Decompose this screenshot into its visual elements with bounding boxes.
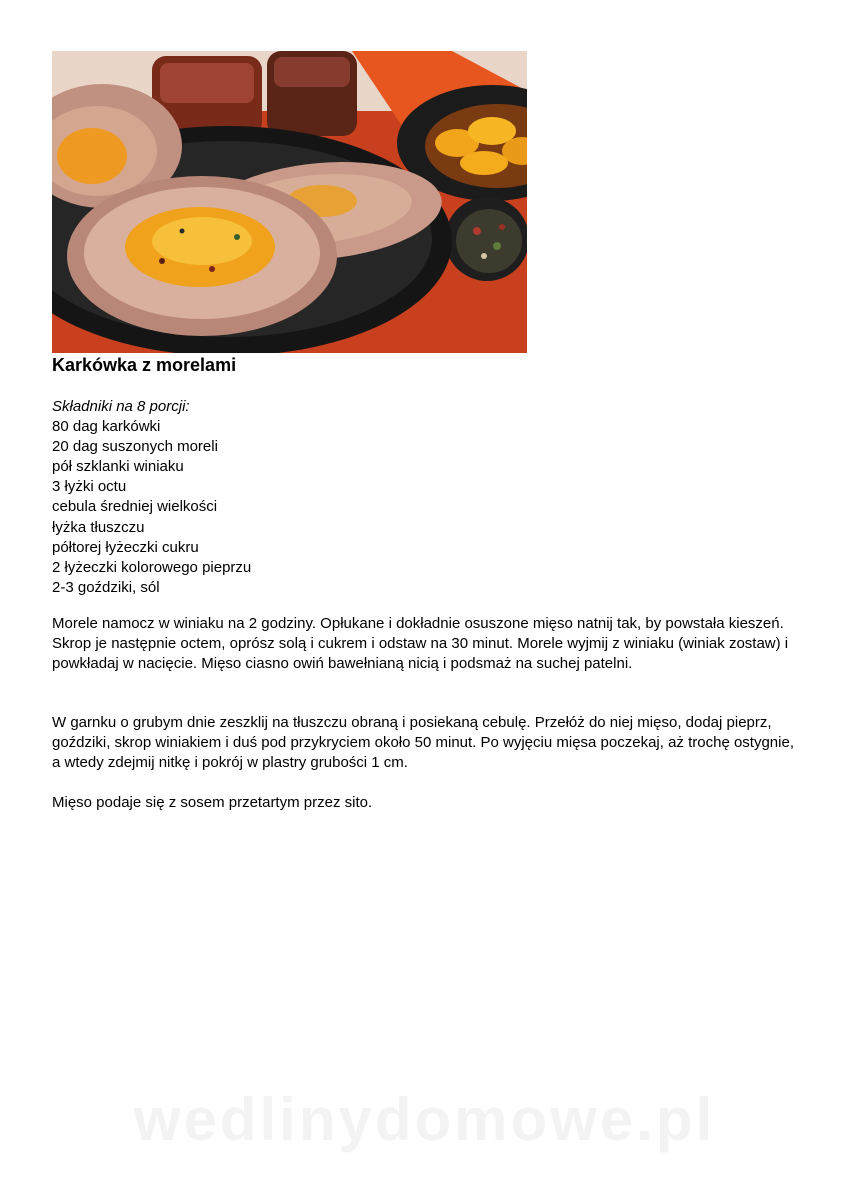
ingredient-item: 3 łyżki octu bbox=[52, 478, 127, 496]
instruction-paragraph-1: Morele namocz w winiaku na 2 godziny. Opłukane i dokładnie osuszone mięso natnij tak, by powstała kieszeń. Skrop je następnie octem, oprósz solą i cukrem i odstaw na 30 minut. Morele wyjmij z winiaku (winiak zostaw) i powkładaj w nacięcie. Mięso ciasno owiń bawełnianą nicią i podsmaż na suchej patelni. bbox=[52, 615, 789, 673]
serving-note: Mięso podaje się z sosem przetartym przez sito. bbox=[52, 794, 373, 811]
ingredient-item: 2 łyżeczki kolorowego pieprzu bbox=[52, 558, 252, 576]
ingredient-item: 2-3 goździki, sól bbox=[52, 578, 160, 596]
instruction-paragraph-2: W garnku o grubym dnie zeszklij na tłuszczu obraną i posiekaną cebulę. Przełóż do niej mięso, dodaj pieprz, goździki, skrop winiakiem i duś pod przykryciem około 50 minut. Po wyjęciu mięsa poczekaj, aż trochę ostygnie, a wtedy zdejmij nitkę i pokrój w plastry grubości 1 cm. bbox=[52, 714, 794, 772]
ingredient-item: 20 dag suszonych moreli bbox=[52, 438, 218, 456]
ingredient-item: 80 dag karkówki bbox=[52, 418, 161, 436]
ingredients-list bbox=[52, 397, 251, 598]
watermark: wedlinydomowe.pl bbox=[133, 1086, 716, 1153]
ingredient-item: cebula średniej wielkości bbox=[52, 498, 218, 516]
recipe-title: Karkówka z morelami bbox=[52, 355, 237, 375]
ingredients-heading: Składniki na 8 porcji: bbox=[52, 398, 190, 415]
ingredient-item: łyżka tłuszczu bbox=[52, 518, 145, 536]
dish-photo-illustration bbox=[52, 51, 527, 353]
ingredient-item: półtorej łyżeczki cukru bbox=[52, 538, 199, 556]
ingredient-item: pół szklanki winiaku bbox=[52, 458, 184, 476]
dish-photo bbox=[52, 51, 527, 353]
